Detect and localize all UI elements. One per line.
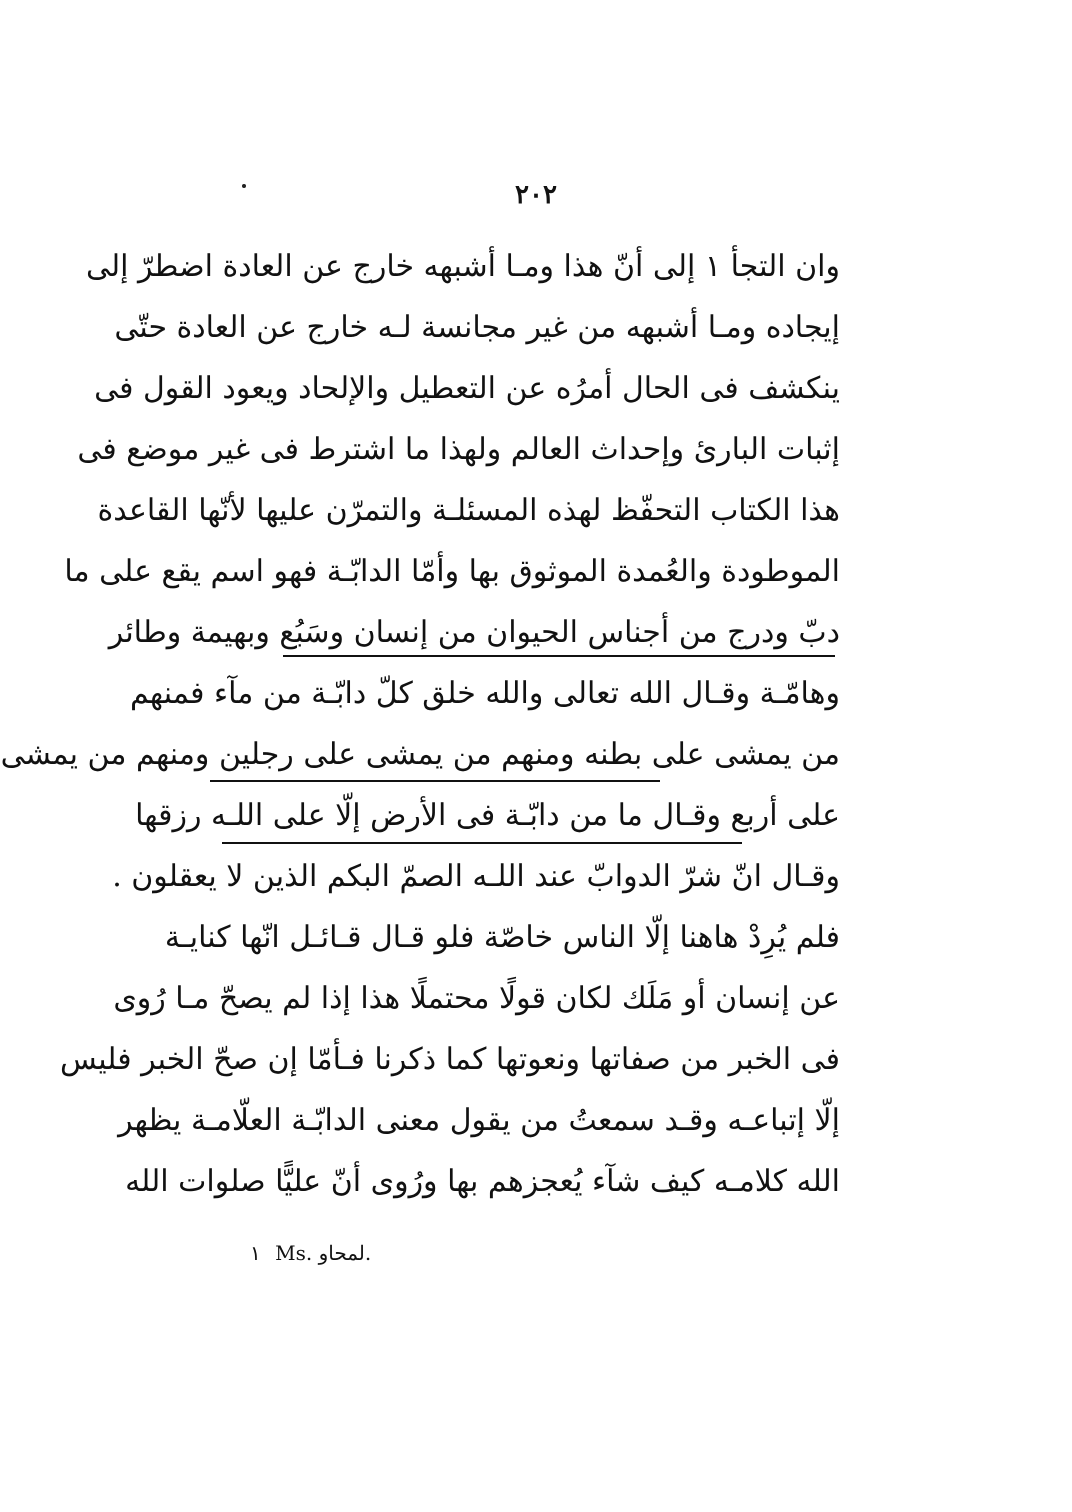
footnote-period: .	[364, 1241, 372, 1265]
text-line: الله كلامـه كيف شآء يُعجزهم بها ورُوى أنّ عليًّا صلوات الله	[125, 1164, 840, 1199]
text-line: عن إنسان أو مَلَك لكان قولًا محتملًا هذا إذا لم يصحّ مـا رُوى	[113, 981, 840, 1016]
text-line: إثبات البارئ وإحداث العالم ولهذا ما اشترط فى غير موضع فى	[77, 432, 840, 467]
text-line: إيجاده ومـا أشبهه من غير مجانسة لـه خارج عن العادة حتّى	[114, 310, 840, 345]
text-line: من يمشى على بطنه ومنهم من يمشى على رجلين ومنهم من يمشى	[0, 737, 840, 772]
text-line: ينكشف فى الحال أمرُه عن التعطيل والإلحاد ويعود القول فى	[94, 371, 840, 406]
footnote-number: ١	[250, 1241, 261, 1265]
text-line: وقـال انّ شرّ الدوابّ عند اللـه الصمّ البكم الذين لا يعقلون .	[112, 859, 840, 894]
text-line: الموطودة والعُمدة الموثوق بها وأمّا الدابّـة فهو اسم يقع على ما	[64, 554, 840, 589]
underline-mark	[222, 842, 742, 844]
text-line: وان التجأ ١ إلى أنّ هذا ومـا أشبهه خارج عن العادة اضطرّ إلى	[85, 249, 840, 284]
text-line: على أربع وقـال ما من دابّـة فى الأرض إلّا على اللـه رزقها	[135, 798, 840, 833]
footnote	[250, 1238, 371, 1268]
page-number: ۲۰۲	[515, 180, 557, 210]
footnote-variant: لمحاو	[318, 1241, 365, 1265]
text-line: فى الخبر من صفاتها ونعوتها كما ذكرنا فـأمّا إن صحّ الخبر فليس	[60, 1042, 840, 1077]
text-line: فلم يُرِدْ هاهنا إلّا الناس خاصّة فلو قـال قـائـل انّها كنايـة	[164, 920, 840, 955]
footnote-label: Ms.	[275, 1241, 313, 1265]
underline-mark	[283, 655, 835, 657]
text-line: وهامّـة وقـال الله تعالى والله خلق كلّ دابّـة من مآء فمنهم	[129, 676, 840, 711]
underline-mark	[210, 780, 660, 782]
text-line: إلّا إتباعـه وقـد سمعتُ من يقول معنى الدابّـة العلّامـة يظهر	[118, 1103, 840, 1138]
text-line: دبّ ودرج من أجناس الحيوان من إنسان وسَبُع وبهيمة وطائر	[108, 615, 840, 650]
text-line: هذا الكتاب التحفّظ لهذه المسئلـة والتمرّن عليها لأنّها القاعدة	[97, 493, 840, 528]
arabic-body-text	[0, 236, 840, 1212]
